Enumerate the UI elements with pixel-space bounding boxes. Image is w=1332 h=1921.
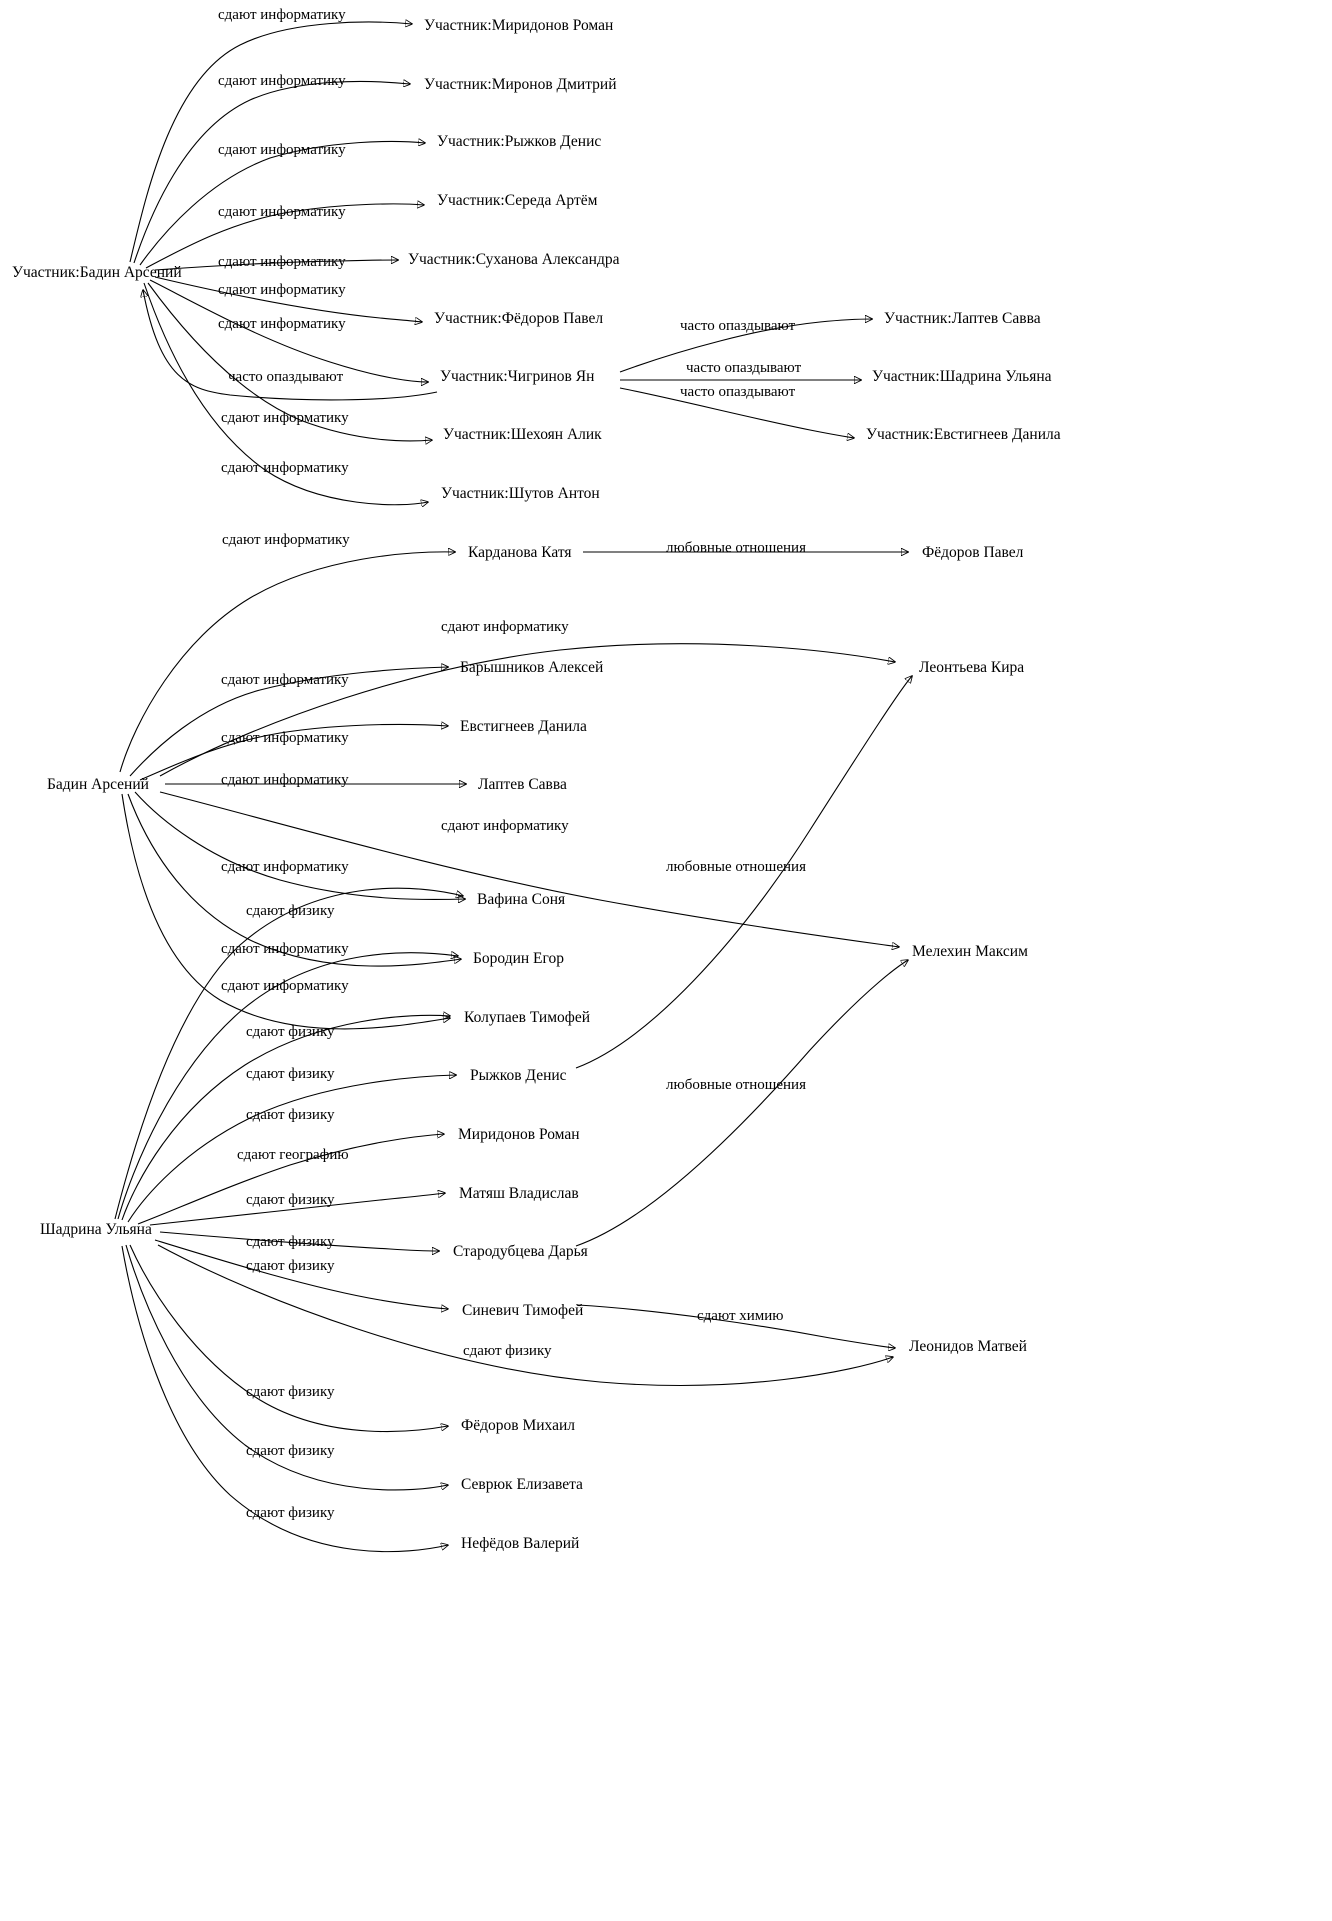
graph-node[interactable]: Рыжков Денис xyxy=(470,1067,567,1084)
graph-node[interactable]: Бадин Арсений xyxy=(47,776,149,793)
graph-node[interactable]: Барышников Алексей xyxy=(460,659,604,676)
graph-node[interactable]: Синевич Тимофей xyxy=(462,1302,584,1319)
graph-node[interactable]: Участник:Рыжков Денис xyxy=(437,133,602,150)
edge-label: часто опаздывают xyxy=(680,318,796,334)
graph-node[interactable]: Участник:Чигринов Ян xyxy=(440,368,595,385)
edge-label: сдают информатику xyxy=(441,619,569,635)
edge-label: сдают географию xyxy=(237,1147,349,1163)
graph-node[interactable]: Карданова Катя xyxy=(468,544,572,561)
edge-label: сдают физику xyxy=(246,1443,335,1459)
edge-label: сдают информатику xyxy=(218,7,346,23)
graph-node[interactable]: Участник:Середа Артём xyxy=(437,192,598,209)
graph-node[interactable]: Фёдоров Михаил xyxy=(461,1417,575,1434)
graph-node[interactable]: Миридонов Роман xyxy=(458,1126,580,1143)
graph-node[interactable]: Участник:Миронов Дмитрий xyxy=(424,76,617,93)
graph-node[interactable]: Лаптев Савва xyxy=(478,776,567,793)
graph-node[interactable]: Участник:Бадин Арсений xyxy=(12,264,182,281)
graph-node[interactable]: Участник:Суханова Александра xyxy=(408,251,620,268)
edge-label: сдают информатику xyxy=(221,772,349,788)
graph-node[interactable]: Участник:Лаптев Савва xyxy=(884,310,1041,327)
edge-label: любовные отношения xyxy=(666,540,806,556)
graph-node[interactable]: Леонтьева Кира xyxy=(919,659,1025,676)
edge-label: сдают физику xyxy=(246,1258,335,1274)
edge-label: сдают информатику xyxy=(441,818,569,834)
graph-node[interactable]: Колупаев Тимофей xyxy=(464,1009,590,1026)
edge-label: сдают информатику xyxy=(221,410,349,426)
edge-label: сдают информатику xyxy=(221,460,349,476)
edge-label: сдают информатику xyxy=(218,204,346,220)
edge-label: сдают информатику xyxy=(221,941,349,957)
edge-label: сдают физику xyxy=(246,1384,335,1400)
edge-label: сдают информатику xyxy=(218,282,346,298)
graph-node[interactable]: Участник:Миридонов Роман xyxy=(424,17,614,34)
edge-label: сдают физику xyxy=(246,1505,335,1521)
edge-label: сдают физику xyxy=(246,903,335,919)
edge-label: сдают физику xyxy=(246,1107,335,1123)
edge-label: часто опаздывают xyxy=(680,384,796,400)
graph-node[interactable]: Участник:Шехоян Алик xyxy=(443,426,602,443)
edge-label: сдают физику xyxy=(246,1192,335,1208)
edge-label: сдают информатику xyxy=(221,672,349,688)
graph-node[interactable]: Мелехин Максим xyxy=(912,943,1028,960)
graph-node[interactable]: Участник:Шадрина Ульяна xyxy=(872,368,1052,385)
edge-label: сдают химию xyxy=(697,1308,784,1324)
edge-label: любовные отношения xyxy=(666,1077,806,1093)
graph-node[interactable]: Участник:Фёдоров Павел xyxy=(434,310,604,327)
graph-node[interactable]: Севрюк Елизавета xyxy=(461,1476,583,1493)
edge-label: сдают физику xyxy=(246,1024,335,1040)
edge-label: сдают информатику xyxy=(222,532,350,548)
edge-label: сдают информатику xyxy=(221,730,349,746)
edge-label: сдают информатику xyxy=(221,859,349,875)
edge-label: часто опаздывают xyxy=(228,369,344,385)
graph-node[interactable]: Матяш Владислав xyxy=(459,1185,579,1202)
edge-label: сдают физику xyxy=(246,1234,335,1250)
edge-label: любовные отношения xyxy=(666,859,806,875)
edge-label: часто опаздывают xyxy=(686,360,802,376)
graph-node[interactable]: Участник:Евстигнеев Данила xyxy=(866,426,1061,443)
edge-label: сдают информатику xyxy=(218,142,346,158)
edge-label: сдают информатику xyxy=(221,978,349,994)
graph-node[interactable]: Бородин Егор xyxy=(473,950,564,967)
graph-node[interactable]: Евстигнеев Данила xyxy=(460,718,587,735)
edge-label: сдают информатику xyxy=(218,73,346,89)
edge-label: сдают информатику xyxy=(218,316,346,332)
edge-label: сдают информатику xyxy=(218,254,346,270)
graph-node[interactable]: Леонидов Матвей xyxy=(909,1338,1027,1355)
graph-node[interactable]: Фёдоров Павел xyxy=(922,544,1024,561)
graph-node[interactable]: Участник:Шутов Антон xyxy=(441,485,600,502)
graph-node[interactable]: Шадрина Ульяна xyxy=(40,1221,152,1238)
edge-label: сдают физику xyxy=(463,1343,552,1359)
edge-label: сдают физику xyxy=(246,1066,335,1082)
graph-node[interactable]: Стародубцева Дарья xyxy=(453,1243,588,1260)
graph-node[interactable]: Нефёдов Валерий xyxy=(461,1535,580,1552)
graph-node[interactable]: Вафина Соня xyxy=(477,891,566,908)
